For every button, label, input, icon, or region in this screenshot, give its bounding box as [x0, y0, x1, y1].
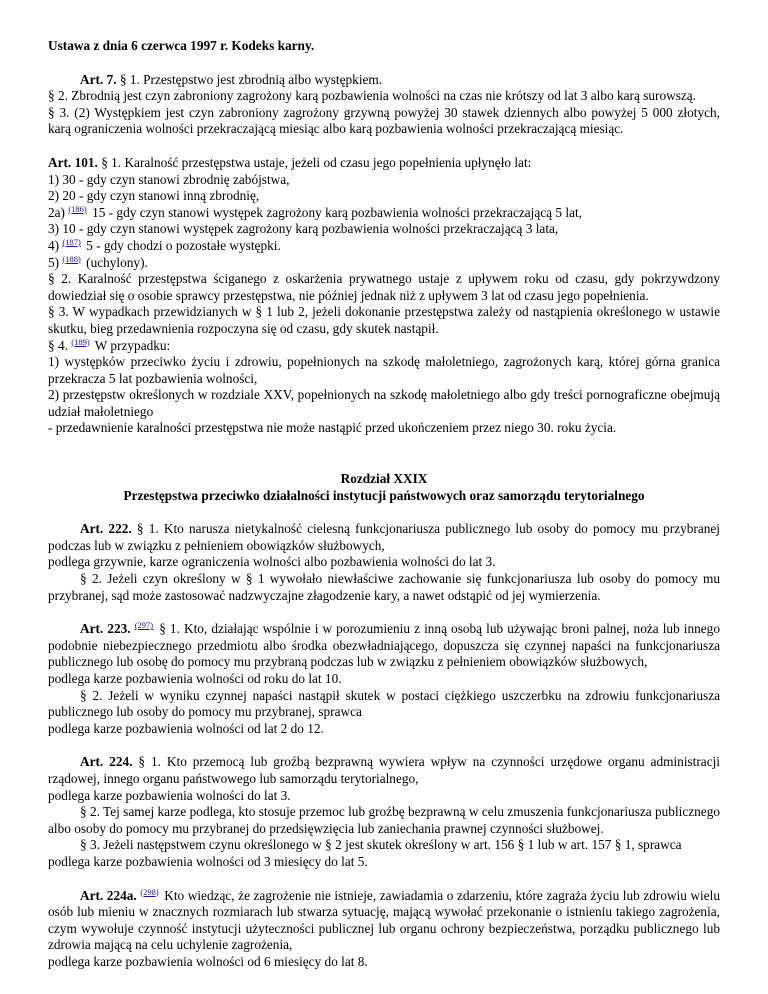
footnote-link[interactable]: (187): [62, 236, 81, 247]
article-101-para-4: § 4. $^{(189)}$ W przypadku:: [48, 336, 171, 353]
article-223-para-1: Art. 223. $^{(297)}$ § 1. Kto, działając wspólnie i w porozumieniu z inną osobą lub używając broni palnej, noża lub innego podobnie niebezpiecznego przedmiotu albo środka obezwładniającego, dopuszcza się czynnej napaści na funkcjonariusza publicznego lub osobę do pomocy mu przybraną podczas lub w związku z pełnieniem obowiązków służbowych,: [48, 620, 720, 670]
article-7-para-1: Art. 7. § 1. Przestępstwo jest zbrodnią albo występkiem.: [80, 71, 383, 87]
article-224-para-1: Art. 224. § 1. Kto przemocą lub groźbą bezprawną wywiera wpływ na czynności urzędowe organu administracji rządowej, innego organu państwowego lub samorządu terytorialnego,: [48, 754, 720, 786]
article-223-penalty-2: podlega karze pozbawienia wolności od lat 2 do 12.: [48, 720, 324, 736]
footnote-link[interactable]: (186): [68, 203, 87, 214]
article-224-para-2: § 2. Tej samej karze podlega, kto stosuje przemoc lub groźbę bezprawną w celu zmuszenia funkcjonariusza publicznego albo osoby do pomocy mu przybranej do przedsięwzięcia lub zaniechania prawnej czynności służbowej.: [48, 804, 720, 836]
article-223-para-2: § 2. Jeżeli w wyniku czynnej napaści nastąpił skutek w postaci ciężkiego uszczerbku na zdrowiu funkcjonariusza publicznego lub osoby do pomocy mu przybranej, sprawca: [48, 687, 720, 720]
list-item: 2a) $^{(186)}$ 15 - gdy czyn stanowi występek zagrożony karą pozbawienia wolności przekraczającą 5 lat,: [48, 203, 582, 220]
article-101-para-3: § 3. W wypadkach przewidzianych w § 1 lub 2, jeżeli dokonanie przestępstwa zależy od nastąpienia określonego w ustawie skutku, bieg przedawnienia rozpoczyna się od czasu, gdy skutek nastąpił.: [48, 304, 720, 336]
article-224-penalty-1: podlega karze pozbawienia wolności do lat 3.: [48, 787, 291, 803]
article-101: [48, 155, 720, 437]
footnote-link[interactable]: (189): [71, 336, 90, 347]
article-222-penalty: podlega grzywnie, karze ograniczenia wolności albo pozbawienia wolności do lat 3.: [48, 554, 496, 570]
list-item: 2) 20 - gdy czyn stanowi inną zbrodnię,: [48, 188, 260, 204]
list-item: 3) 10 - gdy czyn stanowi występek zagrożony karą pozbawienia wolności przekraczającą 3 lata,: [48, 221, 559, 237]
article-224a: [48, 888, 720, 971]
footnote-link[interactable]: (297): [134, 620, 154, 631]
chapter-number: Rozdział XXIX: [340, 471, 428, 487]
article-223-penalty-1: podlega karze pozbawienia wolności od roku do lat 10.: [48, 671, 342, 686]
list-item: 5) $^{(188)}$ (uchylony).: [48, 253, 148, 270]
article-223: [48, 621, 720, 737]
article-101-closing: - przedawnienie karalności przestępstwa nie może nastąpić przed ukończeniem przez niego 30. roku życia.: [48, 420, 617, 436]
document-title: Ustawa z dnia 6 czerwca 1997 r. Kodeks karny.: [48, 38, 315, 53]
article-224a-penalty: podlega karze pozbawienia wolności od 6 miesięcy do lat 8.: [48, 953, 368, 969]
article-224-penalty-3: podlega karze pozbawienia wolności od 3 miesięcy do lat 5.: [48, 853, 368, 869]
article-7-para-2: § 2. Zbrodnią jest czyn zabroniony zagrożony karą pozbawienia wolności na czas nie krótszy od lat 3 albo karą surowszą.: [48, 88, 696, 104]
article-101-para-2: § 2. Karalność przestępstwa ściganego z oskarżenia prywatnego ustaje z upływem roku od czasu, gdy pokrzywdzony dowiedział się o osobie sprawcy przestępstwa, nie później jednak niż z upływem 3 lat od czasu jego popełnienia.: [48, 271, 720, 303]
footnote-link[interactable]: (298): [140, 886, 159, 897]
article-222: [48, 521, 720, 604]
article-224-para-3: § 3. Jeżeli następstwem czynu określonego w § 2 jest skutek określony w art. 156 § 1 lub w art. 157 § 1, sprawca: [80, 837, 682, 853]
article-224a-para-1: Art. 224a. $^{(298)}$ Kto wiedząc, że zagrożenie nie istnieje, zawiadamia o zdarzeniu, które zagraża życiu lub zdrowiu wielu osób lub mieniu w znacznych rozmiarach lub stwarza sytuację, mającą wywołać przekonanie o istnieniu takiego zagrożenia, czym wywołuje czynność instytucji użyteczności publicznej lub organu ochrony bezpieczeństwa, porządku publicznego lub zdrowia mającą na celu uchylenie zagrożenia,: [48, 886, 720, 953]
list-item: 1) występków przeciwko życiu i zdrowiu, popełnionych na szkodę małoletniego, zagrożonych karą, której górna granica przekracza 5 lat pozbawienia wolności,: [48, 354, 720, 386]
article-224-label: Art. 224.: [80, 754, 133, 770]
article-101-para-1: Art. 101. § 1. Karalność przestępstwa ustaje, jeżeli od czasu jego popełnienia upłynęło lat:: [48, 154, 532, 170]
list-item: 1) 30 - gdy czyn stanowi zbrodnię zabójstwa,: [48, 171, 290, 187]
article-224: [48, 754, 720, 870]
article-7: [48, 72, 720, 138]
footnote-link[interactable]: (188): [62, 253, 81, 264]
article-223-label: Art. 223.: [80, 621, 131, 637]
article-222-para-1: Art. 222. § 1. Kto narusza nietykalność cielesną funkcjonariusza publicznego lub osoby do pomocy mu przybranej podczas lub w związku z pełnieniem obowiązków służbowych,: [48, 521, 721, 553]
article-224a-label: Art. 224a.: [80, 887, 137, 903]
list-item: 4) $^{(187)}$ 5 - gdy chodzi o pozostałe występki.: [48, 236, 281, 253]
article-7-para-3: § 3. (2) Występkiem jest czyn zabroniony zagrożony grzywną powyżej 30 stawek dziennych albo powyżej 5 000 złotych, karą ograniczenia wolności przekraczającą miesiąc albo karą pozbawienia wolności przekraczającą miesiąc.: [48, 104, 720, 137]
article-7-label: Art. 7.: [80, 71, 117, 87]
chapter-title: Przestępstwa przeciwko działalności instytucji państwowych oraz samorządu terytorialnego: [123, 487, 645, 503]
article-222-para-2: § 2. Jeżeli czyn określony w § 1 wywołało niewłaściwe zachowanie się funkcjonariusza lub osoby do pomocy mu przybranej, sąd może zastosować nadzwyczajne złagodzenie kary, a nawet odstąpić od jej wymierzenia.: [48, 571, 720, 603]
article-101-label: Art. 101.: [48, 154, 98, 170]
article-222-label: Art. 222.: [80, 521, 132, 537]
list-item: 2) przestępstw określonych w rozdziale XXV, popełnionych na szkodę małoletniego albo gdy treści pornograficzne obejmują udział małoletniego: [48, 387, 720, 419]
